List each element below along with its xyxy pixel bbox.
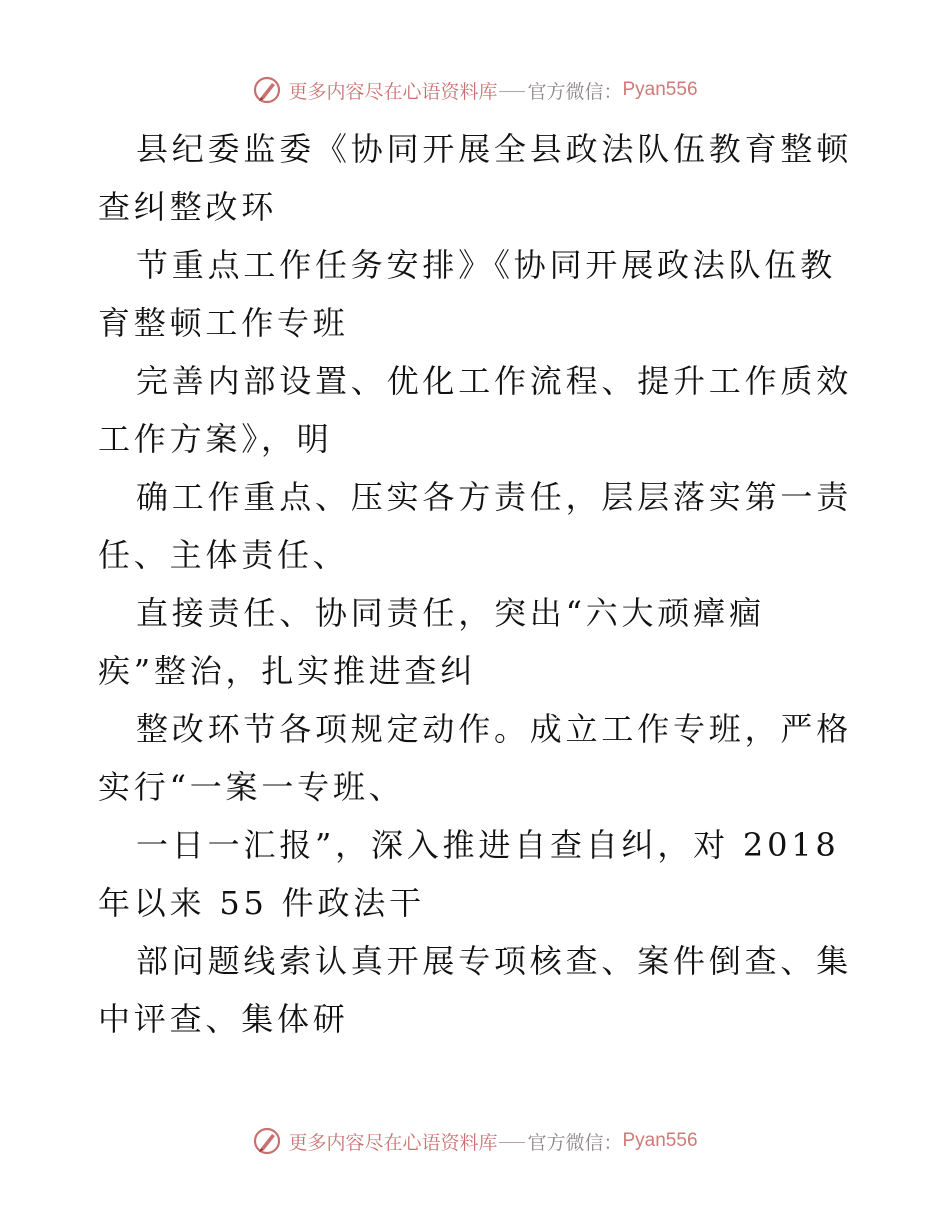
document-body: [98, 120, 853, 1048]
watermark-footer: [0, 1121, 950, 1161]
watermark-header: [0, 70, 950, 110]
paragraph: 直接责任、协同责任，突出“六大顽瘴痼疾”整治，扎实推进查纠: [98, 594, 765, 690]
paragraph: 一日一汇报”，深入推进自查自纠，对 2018 年以来 55 件政法干: [98, 826, 840, 922]
paragraph: 节重点工作任务安排》《协同开展政法队伍教育整顿工作专班: [98, 246, 837, 342]
watermark-account: Pyan556: [622, 79, 698, 100]
pen-logo-icon: [252, 75, 282, 105]
watermark-label: 官方微信：: [527, 80, 623, 103]
watermark-brand: 更多内容尽在心语资料库: [288, 1131, 498, 1154]
paragraph: 县纪委监委《协同开展全县政法队伍教育整顿查纠整改环: [98, 130, 853, 226]
paragraph: 整改环节各项规定动作。成立工作专班，严格实行“一案一专班、: [98, 710, 853, 806]
paragraph: 部问题线索认真开展专项核查、案件倒查、集中评查、集体研: [98, 942, 853, 1038]
watermark-account: Pyan556: [622, 1130, 698, 1151]
pen-logo-icon: [252, 1126, 282, 1156]
paragraph: 完善内部设置、优化工作流程、提升工作质效工作方案》，明: [98, 362, 853, 458]
paragraph: 确工作重点、压实各方责任，层层落实第一责任、主体责任、: [98, 478, 853, 574]
watermark-dash: [499, 1142, 525, 1143]
watermark-dash: [499, 91, 525, 92]
watermark-brand: 更多内容尽在心语资料库: [288, 80, 498, 103]
watermark-label: 官方微信：: [527, 1131, 623, 1154]
